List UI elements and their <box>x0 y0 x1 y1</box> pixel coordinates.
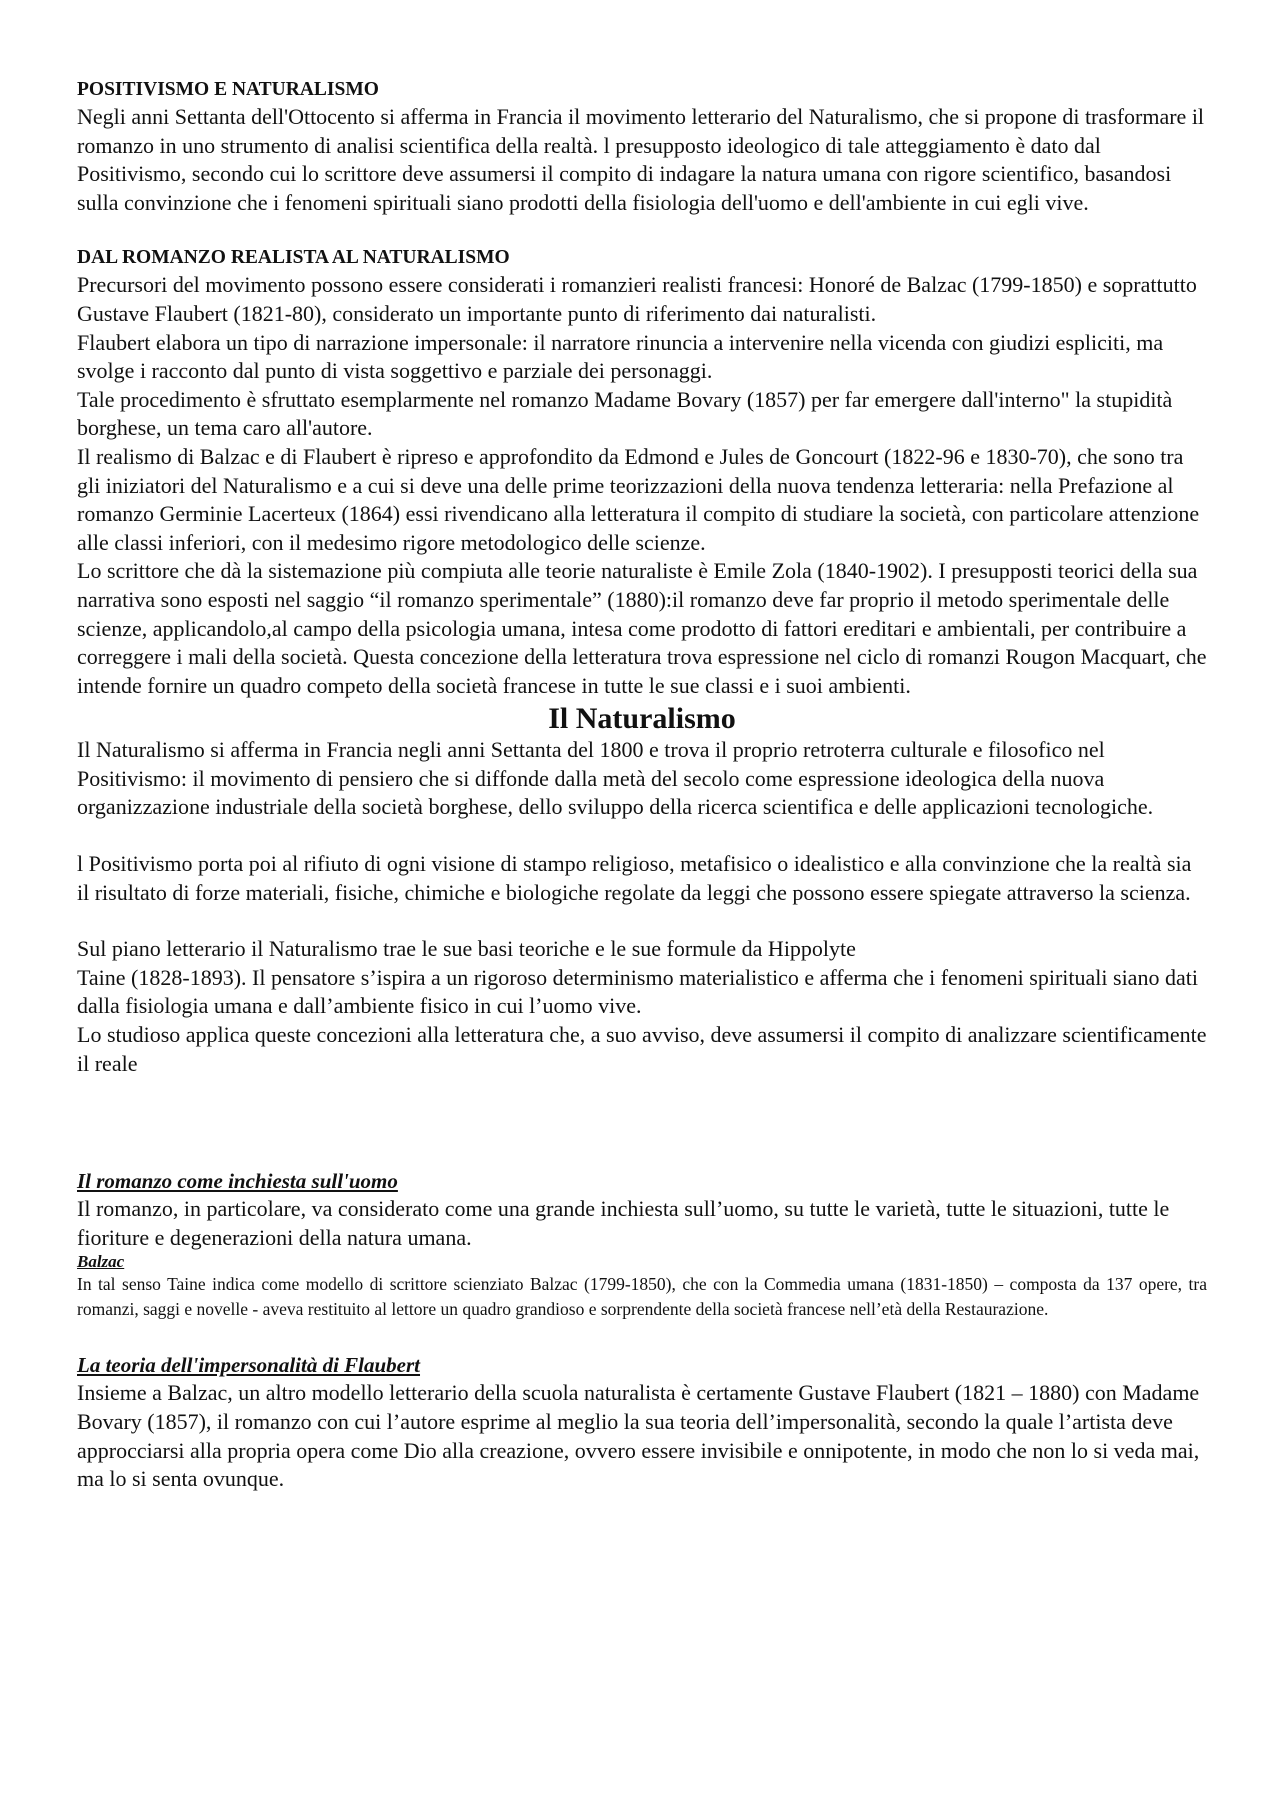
section4-paragraph: Il romanzo, in particolare, va considerato come una grande inchiesta sull’uomo, su tutte le varietà, tutte le situazioni, tutte le fioriture e degenerazioni della natura umana. <box>77 1196 1170 1250</box>
balzac-subheading: Balzac <box>77 1252 125 1272</box>
section1-paragraph: Negli anni Settanta dell'Ottocento si afferma in Francia il movimento letterario del Naturalismo, che si propone di trasformare il romanzo in uno strumento di analisi scientifica della realtà. l presupposto ideologico di tale atteggiamento è dato dal Positivismo, secondo cui lo scrittore deve assumersi il compito di indagare la natura umana con rigore scientifico, basandosi sulla convinzione che i fenomeni spirituali siano prodotti della fisiologia dell'uomo e dell'ambiente in cui egli vive. <box>77 104 1205 215</box>
section2-paragraph-2: Flaubert elabora un tipo di narrazione impersonale: il narratore rinuncia a intervenire nella vicenda con giudizi espliciti, ma svolge i racconto dal punto di vista soggettivo e parziale dei personaggi. <box>77 329 1164 384</box>
balzac-paragraph: In tal senso Taine indica come modello di scrittore scienziato Balzac (1799-1850), che con la Commedia umana (1831-1850) – composta da 137 opere, tra romanzi, saggi e novelle - aveva restituito al lettore un quadro grandioso e sorprendente della società francese nell’età della Restaurazione. <box>77 1274 1207 1320</box>
spacer <box>77 907 1207 935</box>
section5-heading: La teoria dell'impersonalità di Flaubert <box>77 1353 421 1378</box>
spacer <box>77 217 1207 245</box>
section3-paragraph-2: l Positivismo porta poi al rifiuto di ogni visione di stampo religioso, metafisico o idealistico e alla convinzione che la realtà sia il risultato di forze materiali, fisiche, chimiche e biologiche regolate da leggi che possono essere spiegate attraverso la scienza. <box>77 851 1192 905</box>
spacer <box>77 1322 1207 1352</box>
section2-paragraph-4: Il realismo di Balzac e di Flaubert è ripreso e approfondito da Edmond e Jules de Goncourt (1822-96 e 1830-70), che sono tra gli iniziatori del Naturalismo e a cui si deve una delle prime teorizzazioni della nuova tendenza letteraria: nella Prefazione al romanzo Germinie Lacerteux (1864) essi rivendicano alla letteratura il compito di studiare la società, con particolare attenzione alle classi inferiori, con il medesimo rigore metodologico delle scienze. <box>77 443 1200 555</box>
section2-paragraph-5: Lo scrittore che dà la sistemazione più compiuta alle teorie naturaliste è Emile Zola (1840-1902). I presupposti teorici della sua narrativa sono esposti nel saggio “il romanzo sperimentale” (1880):il romanzo deve far proprio il metodo sperimentale delle scienze, applicandolo,al campo della psicologia umana, intesa come prodotto di fattori ereditari e ambientali, per contribuire a correggere i mali della società. Questa concezione della letteratura trova espressione nel ciclo di romanzi Rougon Macquart, che intende fornire un quadro competo della società francese in tutte le sue classi e i suoi ambienti. <box>77 558 1207 698</box>
naturalismo-title: Il Naturalismo <box>548 702 736 736</box>
document-page <box>77 77 1207 1494</box>
section5-paragraph: Insieme a Balzac, un altro modello letterario della scuola naturalista è certamente Gustave Flaubert (1821 – 1880) con Madame Bovary (1857), il romanzo con cui l’autore esprime al meglio la sua teoria dell’impersonalità, secondo la quale l’artista deve approcciarsi alla propria opera come Dio alla creazione, ovvero essere invisibile e onnipotente, in modo che non lo si veda mai, ma lo si senta ovunque. <box>77 1380 1200 1492</box>
section2-paragraph-1: Precursori del movimento possono essere considerati i romanzieri realisti francesi: Honoré de Balzac (1799-1850) e soprattutto Gustave Flaubert (1821-80), considerato un importante punto di riferimento dai naturalisti. <box>77 272 1197 326</box>
section3-paragraph-3: Sul piano letterario il Naturalismo trae le sue basi teoriche e le sue formule da Hippolyte <box>77 936 856 962</box>
section3-paragraph-5: Lo studioso applica queste concezioni alla letteratura che, a suo avviso, deve assumersi il compito di analizzare scientificamente il reale <box>77 1022 1207 1076</box>
spacer <box>77 1078 1207 1168</box>
section2-paragraph-3: Tale procedimento è sfruttato esemplarmente nel romanzo Madame Bovary (1857) per far emergere dall'interno" la stupidità borghese, un tema caro all'autore. <box>77 386 1173 441</box>
section2-heading: DAL ROMANZO REALISTA AL NATURALISMO <box>77 247 510 269</box>
section3-paragraph-1: Il Naturalismo si afferma in Francia negli anni Settanta del 1800 e trova il proprio retroterra culturale e filosofico nel Positivismo: il movimento di pensiero che si diffonde dalla metà del secolo come espressione ideologica della nuova organizzazione industriale della società borghese, dello sviluppo della ricerca scientifica e delle applicazioni tecnologiche. <box>77 737 1154 820</box>
section1-heading: POSITIVISMO E NATURALISMO <box>77 79 379 100</box>
spacer <box>77 822 1207 850</box>
section4-heading: Il romanzo come inchiesta sull'uomo <box>77 1169 398 1194</box>
section3-paragraph-4: Taine (1828-1893). Il pensatore s’ispira a un rigoroso determinismo materialistico e afferma che i fenomeni spirituali siano dati dalla fisiologia umana e dall’ambiente fisico in cui l’uomo vive. <box>77 964 1198 1019</box>
